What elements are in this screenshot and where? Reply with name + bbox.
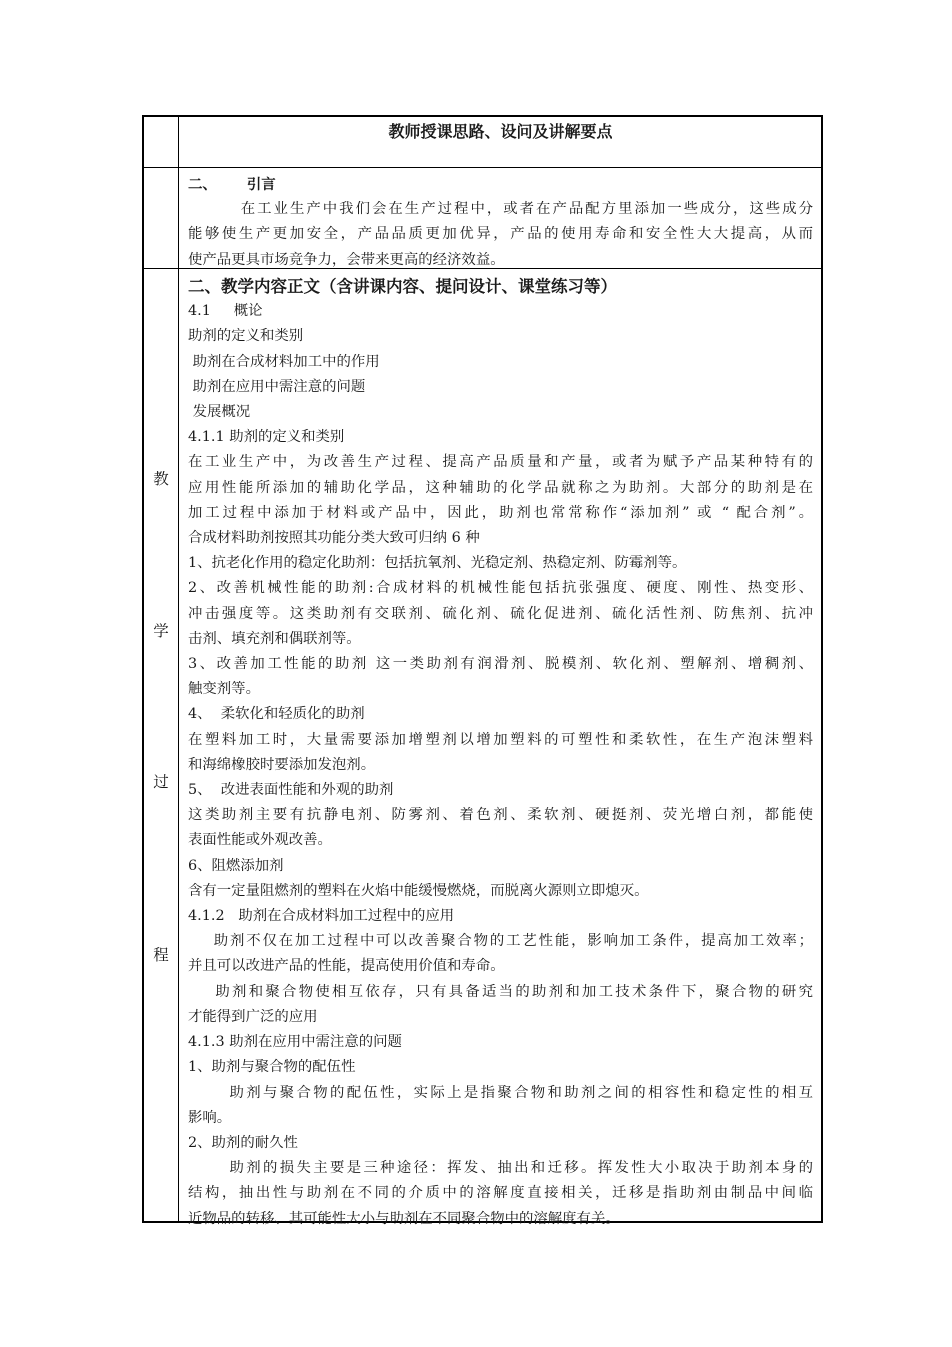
paragraph-line: 表面性能或外观改善。 bbox=[188, 832, 332, 849]
paragraph-line: 能够使生产更加安全，产品品质更加优异，产品的使用寿命和安全性大大提高，从而 bbox=[188, 226, 813, 243]
paragraph-line: 1、助剂与聚合物的配伍性 bbox=[188, 1059, 356, 1076]
section-heading: 4.1 概论 bbox=[188, 303, 263, 320]
paragraph-line: 使产品更具市场竞争力，会带来更高的经济效益。 bbox=[188, 251, 505, 268]
row-divider bbox=[144, 167, 821, 168]
paragraph-line: 结构，抽出性与助剂在不同的介质中的溶解度直接相关，迁移是指助剂由制品中间临 bbox=[188, 1185, 813, 1202]
list-item: 助剂在合成材料加工中的作用 bbox=[188, 353, 380, 370]
list-item: 助剂的定义和类别 bbox=[188, 328, 304, 345]
list-item: 发展概况 bbox=[188, 404, 251, 421]
list-item: 助剂在应用中需注意的问题 bbox=[188, 378, 366, 395]
lesson-table bbox=[142, 115, 823, 1227]
table-header-title: 教师授课思路、设问及讲解要点 bbox=[388, 122, 613, 141]
paragraph-line: 影响。 bbox=[188, 1109, 232, 1126]
main-content-section bbox=[188, 274, 813, 1232]
paragraph-line: 助剂不仅在加工过程中可以改善聚合物的工艺性能，影响加工条件，提高加工效率； bbox=[188, 933, 813, 950]
paragraph-line: 合成材料助剂按照其功能分类大致可归纳 6 种 bbox=[188, 530, 480, 547]
paragraph-line: 在工业生产中我们会在生产过程中，或者在产品配方里添加一些成分，这些成分 bbox=[188, 201, 813, 218]
paragraph-line: 并且可以改进产品的性能，提高使用价值和寿命。 bbox=[188, 958, 505, 975]
paragraph-line: 加工过程中添加于材料或产品中，因此，助剂也常常称作“添加剂” 或 “ 配合剂”。 bbox=[188, 504, 813, 521]
section-heading: 4.1.1 助剂的定义和类别 bbox=[188, 429, 345, 446]
paragraph-line: 2、助剂的耐久性 bbox=[188, 1134, 298, 1151]
paragraph-line: 1、抗老化作用的稳定化助剂：包括抗氧剂、光稳定剂、热稳定剂、防霉剂等。 bbox=[188, 555, 687, 572]
paragraph-line: 6、阻燃添加剂 bbox=[188, 857, 284, 874]
side-label: 过 bbox=[153, 773, 169, 791]
paragraph-line: 助剂与聚合物的配伍性，实际上是指聚合物和助剂之间的相容性和稳定性的相互 bbox=[188, 1084, 813, 1101]
main-heading: 二、教学内容正文（含讲课内容、提问设计、课堂练习等） bbox=[188, 277, 617, 296]
paragraph-line: 助剂和聚合物使相互依存，只有具备适当的助剂和加工技术条件下，聚合物的研究 bbox=[188, 983, 813, 1000]
column-divider bbox=[178, 117, 179, 1221]
paragraph-line: 在塑料加工时，大量需要添加增塑剂以增加塑料的可塑性和柔软性，在生产泡沫塑料 bbox=[188, 731, 813, 748]
paragraph-line: 3、改善加工性能的助剂 这一类助剂有润滑剂、脱模剂、软化剂、塑解剂、增稠剂、 bbox=[188, 656, 813, 673]
paragraph-line: 触变剂等。 bbox=[188, 681, 260, 698]
section-heading: 4.1.3 助剂在应用中需注意的问题 bbox=[188, 1034, 402, 1051]
paragraph-line: 这类助剂主要有抗静电剂、防雾剂、着色剂、柔软剂、硬挺剂、荧光增白剂，都能使 bbox=[188, 807, 813, 824]
paragraph-line: 4、 柔软化和轻质化的助剂 bbox=[188, 706, 365, 723]
paragraph-line: 和海绵橡胶时要添加发泡剂。 bbox=[188, 756, 376, 773]
paragraph-line: 应用性能所添加的辅助化学品，这种辅助的化学品就称之为助剂。大部分的助剂是在 bbox=[188, 479, 813, 496]
side-label: 程 bbox=[153, 946, 169, 964]
section-heading: 4.1.2 助剂在合成材料加工过程中的应用 bbox=[188, 908, 455, 925]
paragraph-line: 近物品的转移、其可能性大小与助剂在不同聚合物中的溶解度有关。 bbox=[188, 1210, 620, 1227]
intro-section bbox=[188, 172, 813, 273]
intro-heading: 二、 引言 bbox=[188, 176, 276, 193]
side-label: 学 bbox=[153, 622, 169, 640]
side-label: 教 bbox=[153, 470, 169, 488]
paragraph-line: 2、改善机械性能的助剂:合成材料的机械性能包括抗张强度、硬度、刚性、热变形、 bbox=[188, 580, 813, 597]
paragraph-line: 击剂、填充剂和偶联剂等。 bbox=[188, 630, 361, 647]
paragraph-line: 含有一定量阻燃剂的塑料在火焰中能缓慢燃烧，而脱离火源则立即熄灭。 bbox=[188, 882, 649, 899]
paragraph-line: 5、 改进表面性能和外观的助剂 bbox=[188, 782, 394, 799]
paragraph-line: 助剂的损失主要是三种途径：挥发、抽出和迁移。挥发性大小取决于助剂本身的 bbox=[188, 1160, 813, 1177]
paragraph-line: 在工业生产中，为改善生产过程、提高产品质量和产量，或者为赋予产品某种特有的 bbox=[188, 454, 813, 471]
paragraph-line: 才能得到广泛的应用 bbox=[188, 1008, 318, 1025]
paragraph-line: 冲击强度等。这类助剂有交联剂、硫化剂、硫化促进剂、硫化活性剂、防焦剂、抗冲 bbox=[188, 605, 813, 622]
